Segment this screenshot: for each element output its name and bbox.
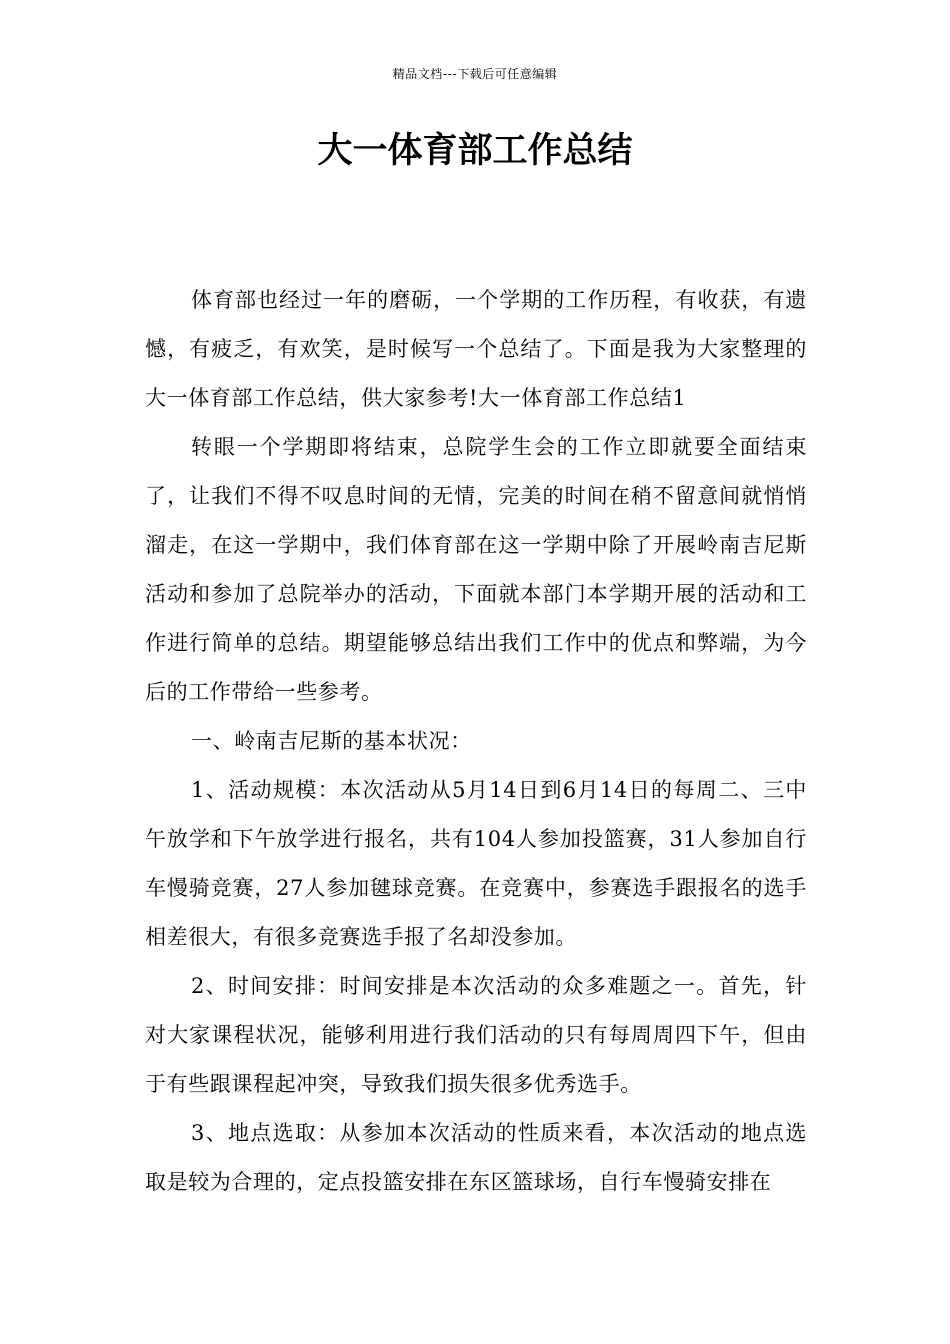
paragraph-overview: 转眼一个学期即将结束，总院学生会的工作立即就要全面结束了，让我们不得不叹息时间的无情，完美的时间在稍不留意间就悄悄溜走，在这一学期中，我们体育部在这一学期中除了开展岭南吉尼斯活动和参加了总院举办的活动，下面就本部门本学期开展的活动和工作进行简单的总结。期望能够总结出我们工作中的优点和弊端，为今后的工作带给一些参考。 (145, 435, 807, 704)
section-heading-basic-status: 一、岭南吉尼斯的基本状况： (191, 729, 472, 753)
document-body (145, 276, 807, 1207)
document-title: 大一体育部工作总结 (317, 131, 633, 171)
paragraph-time-arrangement: 2、时间安排：时间安排是本次活动的众多难题之一。首先，针对大家课程状况，能够利用进行我们活动的只有每周周四下午，但由于有些跟课程起冲突，导致我们损失很多优秀选手。 (145, 974, 807, 1096)
paragraph-activity-scale: 1、活动规模：本次活动从5月14日到6月14日的每周二、三中午放学和下午放学进行报名，共有104人参加投篮赛，31人参加自行车慢骑竞赛，27人参加毽球竞赛。在竞赛中，参赛选手跟报名的选手相差很大，有很多竞赛选手报了名却没参加。 (145, 778, 807, 949)
paragraph-location-selection: 3、地点选取：从参加本次活动的性质来看，本次活动的地点选取是较为合理的，定点投篮安排在东区篮球场，自行车慢骑安排在 (145, 1121, 807, 1194)
paragraph-intro: 体育部也经过一年的磨砺，一个学期的工作历程，有收获，有遗憾，有疲乏，有欢笑，是时候写一个总结了。下面是我为大家整理的大一体育部工作总结，供大家参考!大一体育部工作总结1 (145, 288, 807, 410)
header-note: 精品文档---下载后可任意编辑 (392, 67, 558, 81)
